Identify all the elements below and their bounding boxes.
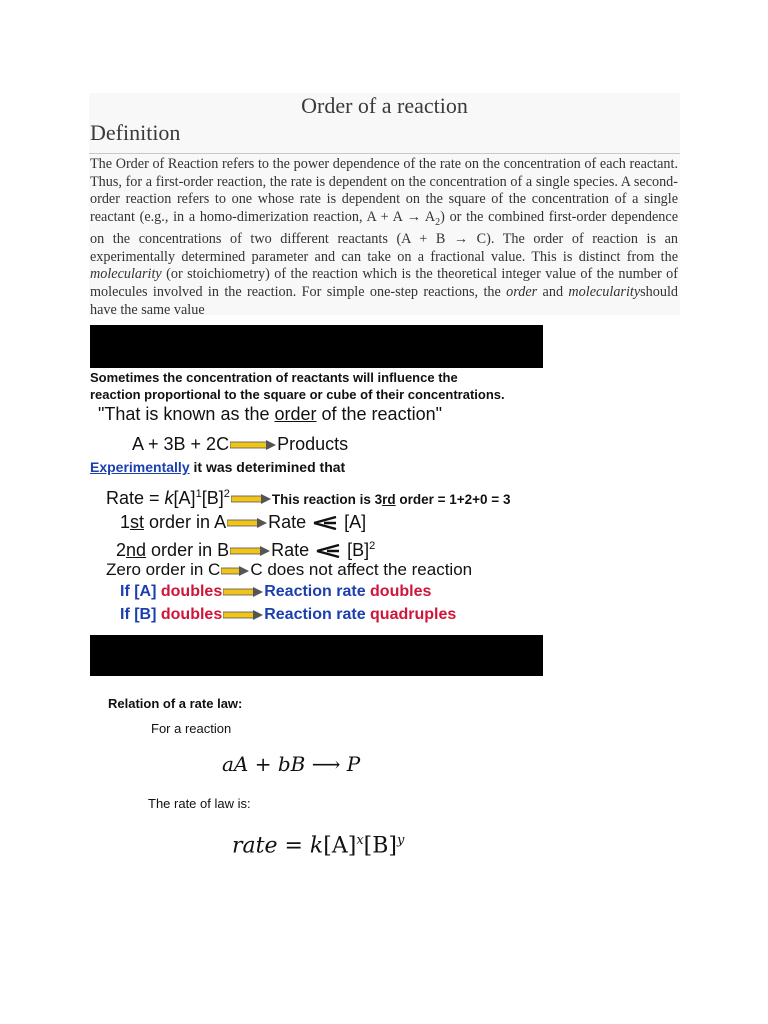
- rate-term: [A]: [323, 833, 357, 859]
- slide-top-bar: [90, 325, 543, 368]
- quote-text: "That is known as the: [98, 404, 275, 424]
- arrow-icon: [221, 566, 249, 576]
- rate-term: [B]: [363, 833, 398, 859]
- order-text: 1: [120, 512, 131, 532]
- rate-exponent: 1: [195, 488, 202, 500]
- rate-term: k: [309, 833, 324, 859]
- order-slide-image: [90, 325, 543, 676]
- para-subscript: 2: [435, 216, 441, 228]
- rate-term: rate: [232, 833, 278, 859]
- rate-law-heading: Relation of a rate law:: [108, 696, 243, 711]
- reaction-equation: [222, 752, 360, 776]
- rate-note: order = 1+2+0 = 3: [395, 492, 511, 507]
- proportional-icon: [315, 544, 341, 558]
- order-text: order in A: [144, 512, 227, 532]
- rate-text: [A]: [173, 488, 196, 508]
- if-highlight: doubles: [160, 583, 223, 600]
- if-highlight: doubles: [160, 606, 223, 623]
- if-text: Reaction rate: [264, 606, 371, 623]
- equation-text: A + 3B + 2C: [132, 434, 230, 454]
- heading-divider: [89, 153, 680, 154]
- para-emphasis: order: [506, 283, 538, 300]
- slide-first-order: [120, 511, 366, 533]
- order-text: Zero order in C: [106, 560, 221, 579]
- for-a-reaction: For a reaction: [151, 721, 232, 736]
- order-exponent: 2: [369, 540, 376, 552]
- definition-paragraph: [90, 156, 678, 319]
- order-concentration: [B]: [347, 540, 370, 560]
- rate-exponent: x: [356, 833, 364, 848]
- slide-experimental: [90, 459, 345, 476]
- order-text: C does not affect the reaction: [250, 560, 473, 579]
- arrow-icon: [230, 440, 276, 450]
- if-text: If [B]: [120, 606, 161, 623]
- para-text: should have the same value: [90, 283, 678, 318]
- order-concentration: [A]: [344, 512, 367, 532]
- slide-rate-expression: [106, 483, 510, 511]
- slide-zero-order: [106, 559, 472, 581]
- para-text: and: [537, 283, 569, 300]
- equation-products: Products: [277, 434, 349, 454]
- slide-if-a-doubles: [120, 582, 431, 602]
- quote-underline: order: [274, 404, 317, 424]
- rate-note: This reaction is 3: [271, 492, 383, 507]
- arrow-icon: [223, 587, 263, 597]
- para-emphasis: molecularity: [90, 266, 162, 283]
- rate-exponent: 2: [223, 488, 230, 500]
- slide-equation: [132, 433, 348, 455]
- rate-law-equation: [232, 833, 404, 858]
- rate-text: Rate =: [106, 488, 165, 508]
- quote-text: of the reaction": [316, 404, 442, 424]
- para-text: ) or the combined first-order dependence on the concentrations of two different reactants (A + B → C). The order of reaction is an experimentally determined parameter and can take on a fractional value. This is distinct from the: [90, 208, 678, 265]
- arrow-icon: [231, 494, 271, 504]
- slide-quote: [98, 403, 442, 425]
- rate-text: [B]: [201, 488, 224, 508]
- order-rate: Rate: [271, 540, 310, 560]
- rate-of-law-label: The rate of law is:: [148, 796, 251, 811]
- para-emphasis: molecularity: [568, 283, 641, 300]
- slide-second-order: [116, 535, 375, 561]
- para-text: The Order of Reaction refers to the power dependence of the rate on the concentration of each reactant. Thus, for a first-order reaction, the rate is dependent on the concentration of a single species. A second-order reaction refers to one whose rate is dependent on the square of the concentration of a single reactant (e.g., in a homo-dimerization reaction, A + A → A: [90, 156, 678, 225]
- eq-arrow: ⟶: [305, 752, 347, 776]
- slide-intro-line-2: reaction proportional to the square or cube of their concentrations.: [90, 387, 505, 402]
- experimental-underline: Experimentally: [90, 459, 190, 475]
- slide-if-b-doubles: [120, 605, 456, 625]
- order-underline: st: [130, 512, 145, 532]
- page-title: Order of a reaction: [301, 93, 468, 118]
- eq-operator: +: [248, 752, 278, 776]
- if-text: If [A]: [120, 583, 161, 600]
- order-text: 2: [116, 540, 127, 560]
- slide-intro-line-1: Sometimes the concentration of reactants will influence the: [90, 370, 458, 385]
- rate-exponent: y: [397, 833, 405, 848]
- section-heading: Definition: [90, 120, 181, 145]
- order-rate: Rate: [268, 512, 307, 532]
- arrow-icon: [230, 546, 270, 556]
- rate-operator: =: [277, 833, 310, 859]
- rate-note-underline: rd: [382, 492, 396, 507]
- arrow-icon: [223, 610, 263, 620]
- arrow-icon: [227, 518, 267, 528]
- experimental-text: it was deterimined that: [189, 459, 346, 475]
- proportional-icon: [312, 516, 338, 530]
- eq-term: P: [346, 752, 361, 776]
- order-underline: nd: [126, 540, 147, 560]
- slide-bottom-bar: [90, 635, 543, 676]
- if-text: Reaction rate: [264, 583, 371, 600]
- rate-constant: k: [164, 488, 174, 508]
- if-highlight: doubles: [370, 583, 432, 600]
- para-text: (or stoichiometry) of the reaction which is the theoretical integer value of the number of molecules involved in the reaction. For simple one-step reactions, the: [90, 266, 678, 300]
- if-highlight: quadruples: [370, 606, 457, 623]
- eq-term: aA: [222, 752, 249, 776]
- eq-term: bB: [277, 752, 306, 776]
- order-text: order in B: [146, 540, 230, 560]
